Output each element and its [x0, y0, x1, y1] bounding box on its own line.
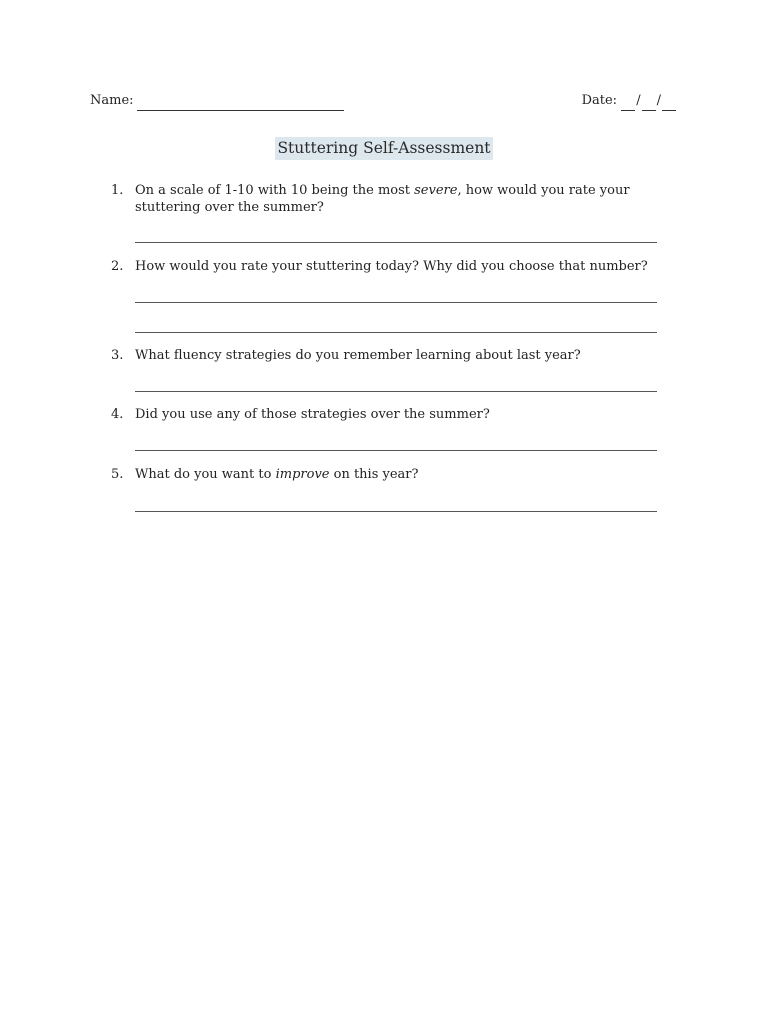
question-text-before: What fluency strategies do you remember learning about last year? — [135, 348, 581, 363]
question-number: 3. — [111, 348, 124, 363]
question-emphasis: severe — [414, 183, 458, 198]
question-text-after: on this year? — [329, 467, 419, 482]
question-text — [135, 347, 665, 364]
question-text — [135, 466, 665, 483]
question-text — [135, 258, 665, 275]
question-text-before: What do you want to — [135, 467, 276, 482]
question-number: 1. — [111, 183, 124, 198]
question-text-before: On a scale of 1-10 with 10 being the most — [135, 183, 415, 198]
date-day-field[interactable] — [642, 96, 656, 111]
question-text-after: , how would you rate your stuttering over the summer? — [135, 183, 630, 215]
date-separator: / — [636, 93, 641, 108]
question-text — [135, 182, 665, 216]
answer-line-4[interactable] — [135, 450, 657, 451]
name-label: Name: — [90, 93, 134, 108]
question-number: 2. — [111, 259, 124, 274]
name-field[interactable] — [137, 96, 344, 111]
name-group — [90, 91, 344, 111]
question-number: 4. — [111, 407, 124, 422]
title-wrap — [0, 137, 768, 160]
question-emphasis: improve — [275, 467, 330, 482]
header-row — [90, 91, 676, 111]
question-text — [135, 406, 665, 423]
question-text-before: Did you use any of those strategies over the summer? — [135, 407, 490, 422]
date-month-field[interactable] — [621, 96, 635, 111]
answer-line-5[interactable] — [135, 511, 657, 512]
answer-line-1[interactable] — [135, 242, 657, 243]
date-group — [582, 91, 676, 111]
question-text-before: How would you rate your stuttering today? Why did you choose that number? — [135, 259, 648, 274]
answer-line-3[interactable] — [135, 391, 657, 392]
date-year-field[interactable] — [662, 96, 676, 111]
page-title: Stuttering Self-Assessment — [275, 137, 492, 160]
answer-line-2b[interactable] — [135, 332, 657, 333]
question-number: 5. — [111, 467, 124, 482]
answer-line-2a[interactable] — [135, 302, 657, 303]
date-label: Date: — [581, 93, 618, 108]
date-separator: / — [656, 93, 661, 108]
